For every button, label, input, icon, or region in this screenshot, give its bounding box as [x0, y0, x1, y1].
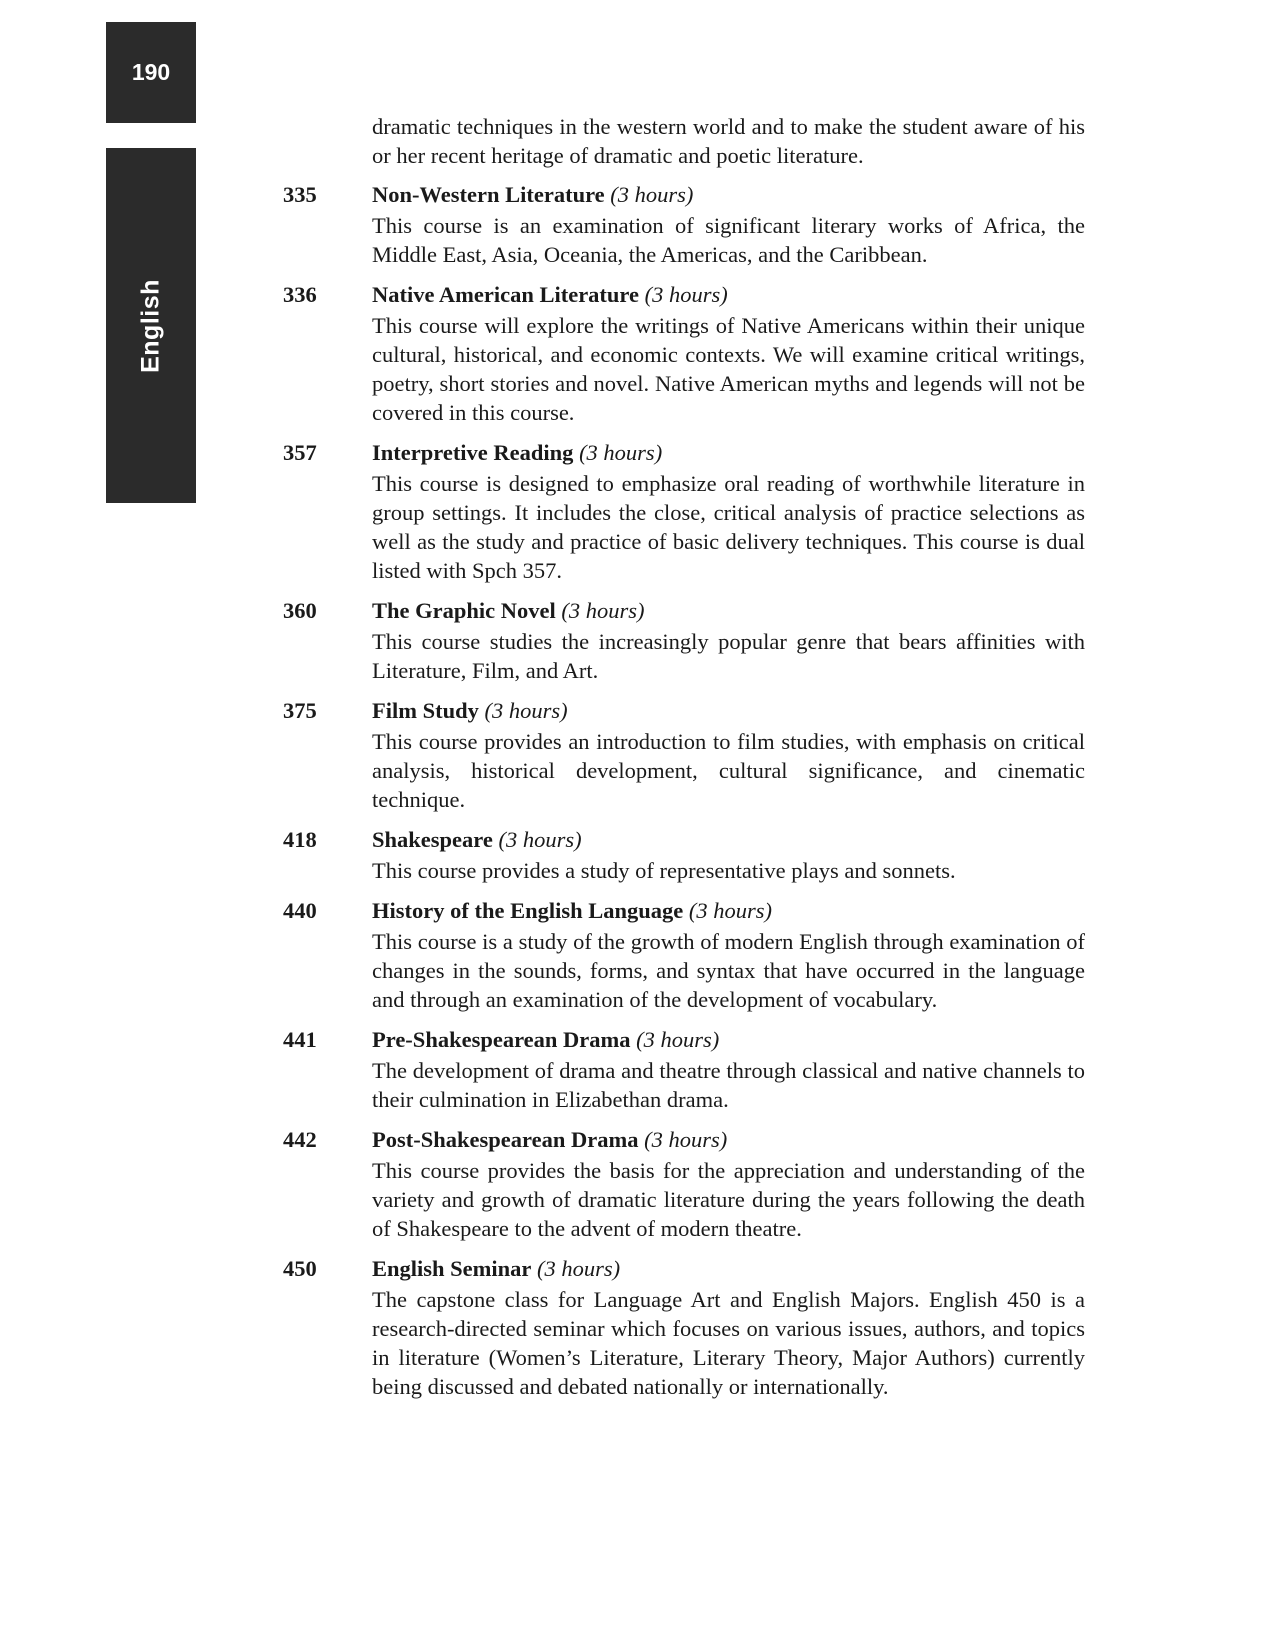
course-code: 360 — [283, 598, 317, 623]
course-body — [372, 696, 1085, 814]
course-code: 450 — [283, 1256, 317, 1281]
course-heading — [372, 280, 1085, 309]
course-title: Film Study — [372, 698, 479, 723]
course-heading — [372, 896, 1085, 925]
course-heading — [372, 825, 1085, 854]
course-hours: (3 hours) — [644, 282, 728, 307]
course-hours: (3 hours) — [610, 182, 694, 207]
course-entry — [280, 596, 1086, 685]
course-code: 335 — [283, 182, 317, 207]
course-title: Pre-Shakespearean Drama — [372, 1027, 631, 1052]
course-body — [372, 180, 1085, 269]
intro-paragraph: dramatic techniques in the western world and to make the student aware of his or her recent heritage of dramatic and poetic literature. — [372, 114, 1085, 168]
course-description: This course is designed to emphasize oral reading of worthwhile literature in group settings. It includes the close, critical analysis of practice selections as well as the study and practice of basic delivery techniques. This course is dual listed with Spch 357. — [372, 471, 1085, 583]
section-label: English — [136, 279, 165, 373]
course-hours: (3 hours) — [688, 898, 773, 923]
course-description: This course provides a study of representative plays and sonnets. — [372, 858, 956, 883]
course-hours: (3 hours) — [579, 440, 663, 465]
course-entry — [280, 896, 1086, 1014]
course-heading — [372, 1025, 1085, 1054]
course-heading — [372, 180, 1085, 209]
course-title: The Graphic Novel — [372, 598, 556, 623]
course-heading — [372, 1254, 1085, 1283]
course-description: The development of drama and theatre through classical and native channels to their culmination in Elizabethan drama. — [372, 1058, 1085, 1112]
page-number-tab — [106, 22, 196, 123]
course-heading — [372, 1125, 1085, 1154]
course-description: The capstone class for Language Art and English Majors. English 450 is a research-directed seminar which focuses on various issues, authors, and topics in literature (Women’s Literature, Literary Theory, Major Authors) currently being discussed and debated nationally or internationally. — [372, 1287, 1085, 1399]
course-heading — [372, 438, 1085, 467]
course-entry — [280, 180, 1086, 269]
course-description: This course provides the basis for the appreciation and understanding of the variety and growth of dramatic literature during the years following the death of Shakespeare to the advent of modern theatre. — [372, 1158, 1085, 1241]
course-description: This course provides an introduction to film studies, with emphasis on critical analysis, historical development, cultural significance, and cinematic technique. — [372, 729, 1085, 812]
course-hours: (3 hours) — [644, 1127, 728, 1152]
course-body — [372, 1025, 1085, 1114]
course-hours: (3 hours) — [537, 1256, 621, 1281]
course-title: English Seminar — [372, 1256, 532, 1281]
course-body — [372, 825, 1085, 885]
page-number: 190 — [131, 59, 171, 85]
course-description: This course is an examination of significant literary works of Africa, the Middle East, Asia, Oceania, the Americas, and the Caribbean. — [372, 213, 1085, 267]
course-code: 440 — [283, 898, 317, 923]
course-code: 441 — [283, 1027, 317, 1052]
course-description: This course studies the increasingly popular genre that bears affinities with Literature, Film, and Art. — [372, 629, 1085, 683]
course-body — [372, 280, 1085, 427]
course-code: 418 — [283, 827, 317, 852]
course-body — [372, 596, 1085, 685]
section-tab — [106, 148, 196, 503]
course-title: Interpretive Reading — [372, 440, 574, 465]
course-body — [372, 896, 1085, 1014]
course-code: 357 — [283, 440, 317, 465]
course-heading — [372, 596, 1085, 625]
course-description: This course will explore the writings of Native Americans within their unique cultural, historical, and economic contexts. We will examine critical writings, poetry, short stories and novel. Native American myths and legends will not be covered in this course. — [372, 313, 1085, 425]
course-body — [372, 1254, 1085, 1401]
course-title: History of the English Language — [372, 898, 684, 923]
course-hours: (3 hours) — [484, 698, 568, 723]
course-code: 442 — [283, 1127, 317, 1152]
course-hours: (3 hours) — [561, 598, 645, 623]
course-body — [372, 438, 1085, 585]
course-entry — [280, 696, 1086, 814]
course-code: 375 — [283, 698, 317, 723]
course-hours: (3 hours) — [636, 1027, 720, 1052]
course-hours: (3 hours) — [498, 827, 582, 852]
course-title: Post-Shakespearean Drama — [372, 1127, 639, 1152]
course-listing — [280, 112, 1086, 1412]
course-body — [372, 1125, 1085, 1243]
course-entry — [280, 1254, 1086, 1401]
course-description: This course is a study of the growth of modern English through examination of changes in the sounds, forms, and syntax that have occurred in the language and through an examination of the development of vocabulary. — [372, 929, 1085, 1012]
course-entry — [280, 438, 1086, 585]
course-list — [280, 180, 1086, 1401]
course-code: 336 — [283, 282, 317, 307]
course-entry — [280, 825, 1086, 885]
course-entry — [280, 280, 1086, 427]
course-title: Shakespeare — [372, 827, 493, 852]
course-title: Native American Literature — [372, 282, 640, 307]
course-heading — [372, 696, 1085, 725]
course-entry — [280, 1125, 1086, 1243]
course-entry — [280, 1025, 1086, 1114]
course-title: Non-Western Literature — [372, 182, 605, 207]
